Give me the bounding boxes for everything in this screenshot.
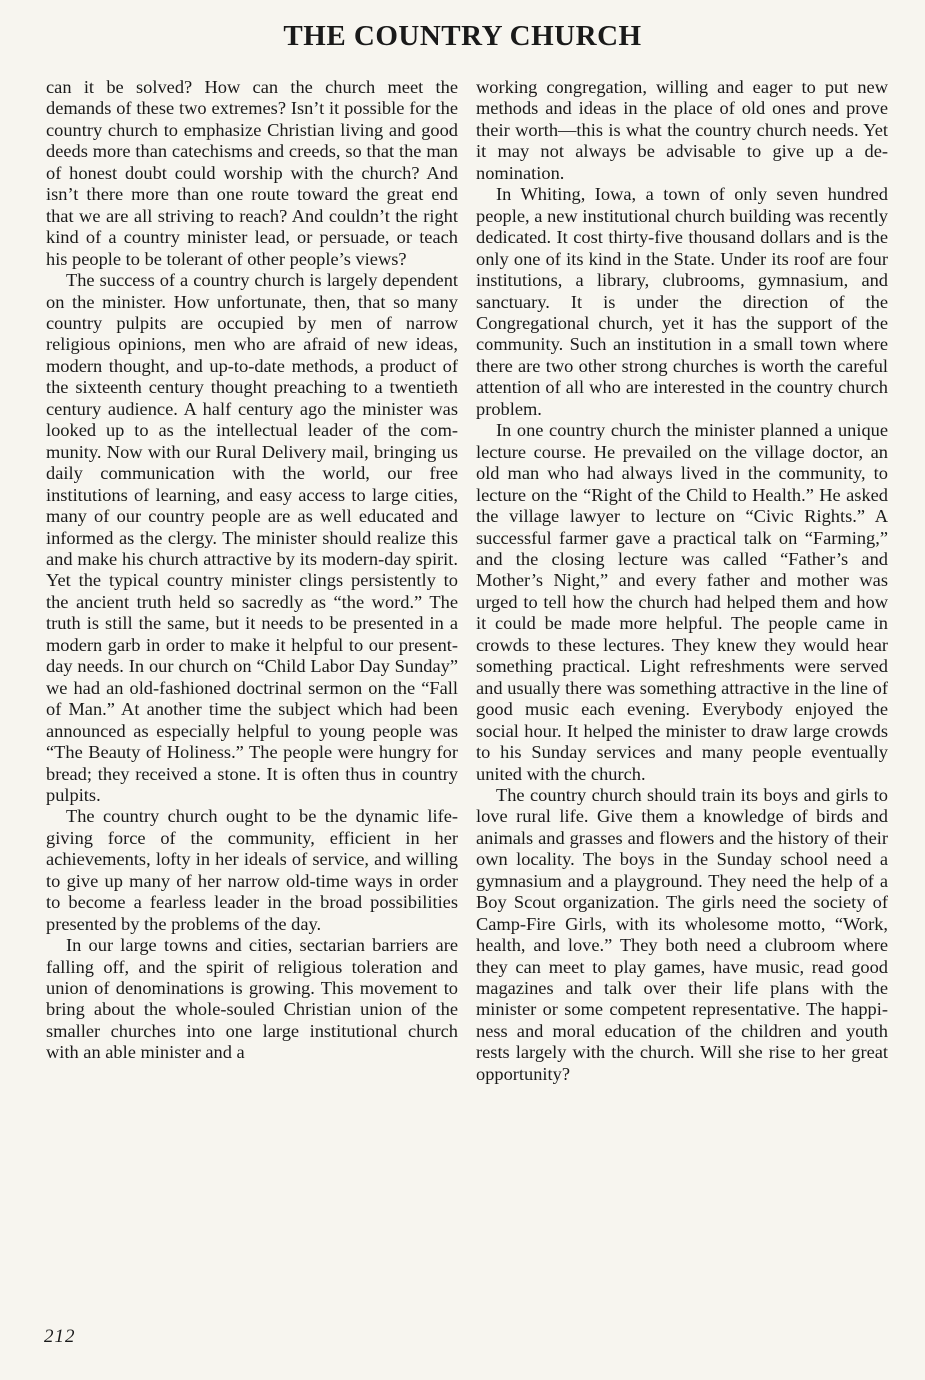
paragraph: working congregation, willing and eager to put new methods and ideas in the place of old ones and prove their worth—this is what the country church needs. Yet it may not always be advisable to give up a denomination. <box>476 77 888 183</box>
paragraph: The country church should train its boys and girls to love rural life. Give them a knowledge of birds and animals and grasses and flowers and the history of their own locality. The boys in the Sunday school need a gymnasium and a playground. They need the help of a Boy Scout organization. The girls need the society of Camp-Fire Girls, with its wholesome motto, “Work, health, and love.” They both need a clubroom where they can meet to play games, have music, read good magazines and talk over their life plans with the minister or some competent representative. The happiness and moral education of the children and youth rests largely with the church. Will she rise to her great opportunity? <box>476 784 888 1084</box>
paragraph: In one country church the minister planned a unique lecture course. He prevailed on the village doctor, an old man who had always lived in the community, to lecture on the “Right of the Child to Health.” He asked the village lawyer to lecture on “Civic Rights.” A successful farmer gave a practical talk on “Farming,” and the closing lecture was called “Father’s and Mother’s Night,” and every father and mother was urged to tell how the church had helped them and how it could be made more helpful. The people came in crowds to these lectures. They knew they would hear something practical. Light refreshments were served and usually there was something attractive in the line of good music each evening. Everybody enjoyed the social hour. It helped the minister to draw large crowds to his Sunday services and many people eventually united with the church. <box>476 420 888 784</box>
page-number: 212 <box>44 1326 76 1347</box>
left-column <box>46 77 458 1064</box>
right-column <box>476 77 888 1085</box>
paragraph: In our large towns and cities, sectarian barriers are falling off, and the spirit of religious toleration and union of denominations is growing. This movement to bring about the whole-souled Christian union of the smaller churches into one large institutional church with an able minister and a <box>46 935 458 1063</box>
paragraph: In Whiting, Iowa, a town of only seven hundred people, a new institutional church building was recently dedicated. It cost thirty-five thousand dollars and is the only one of its kind in the State. Under its roof are four institutions, a library, clubrooms, gymnasium, and sanctuary. It is under the direction of the Congregational church, yet it has the support of the community. Such an institution in a small town where there are two other strong churches is worth the careful attention of all who are interested in the country church problem. <box>476 184 888 419</box>
paragraph: can it be solved? How can the church meet the demands of these two extremes? Isn’t it possible for the country church to emphasize Christian living and good deeds more than catechisms and creeds, so that the man of honest doubt could worship with the church? And isn’t there more than one route toward the great end that we are all striving to reach? And couldn’t the right kind of a country minister lead, or persuade, or teach his people to be tolerant of other people’s views? <box>46 77 458 269</box>
paragraph: The success of a country church is largely dependent on the minister. How unfortunate, then, that so many country pulpits are occupied by men of narrow religious opinions, men who are afraid of new ideas, modern thought, and up-to-date methods, a product of the sixteenth century thought preaching to a twentieth century audience. A half century ago the minister was looked up to as the intellectual leader of the community. Now with our Rural Delivery mail, bringing us daily communication with the world, our free institutions of learning, and easy access to large cities, many of our country people are as well educated and informed as the clergy. The minister should realize this and make his church attractive by its modern-day spirit. Yet the typical country minister clings persistently to the ancient truth held so sacredly as “the word.” The truth is still the same, but it needs to be presented in a modern garb in order to make it helpful to our present-day needs. In our church on “Child Labor Day Sunday” we had an old-fashioned doctrinal sermon on the “Fall of Man.” At another time the subject which had been announced as especially helpful to young people was “The Beauty of Holiness.” The people were hungry for bread; they received a stone. It is often thus in country pulpits. <box>46 270 458 805</box>
paragraph: The country church ought to be the dynamic life-giving force of the community, efficient in her achievements, lofty in her ideals of service, and willing to give up many of her narrow old-time ways in order to become a fearless leader in the broad possibilities presented by the problems of the day. <box>46 806 458 934</box>
running-head: THE COUNTRY CHURCH <box>283 20 642 52</box>
